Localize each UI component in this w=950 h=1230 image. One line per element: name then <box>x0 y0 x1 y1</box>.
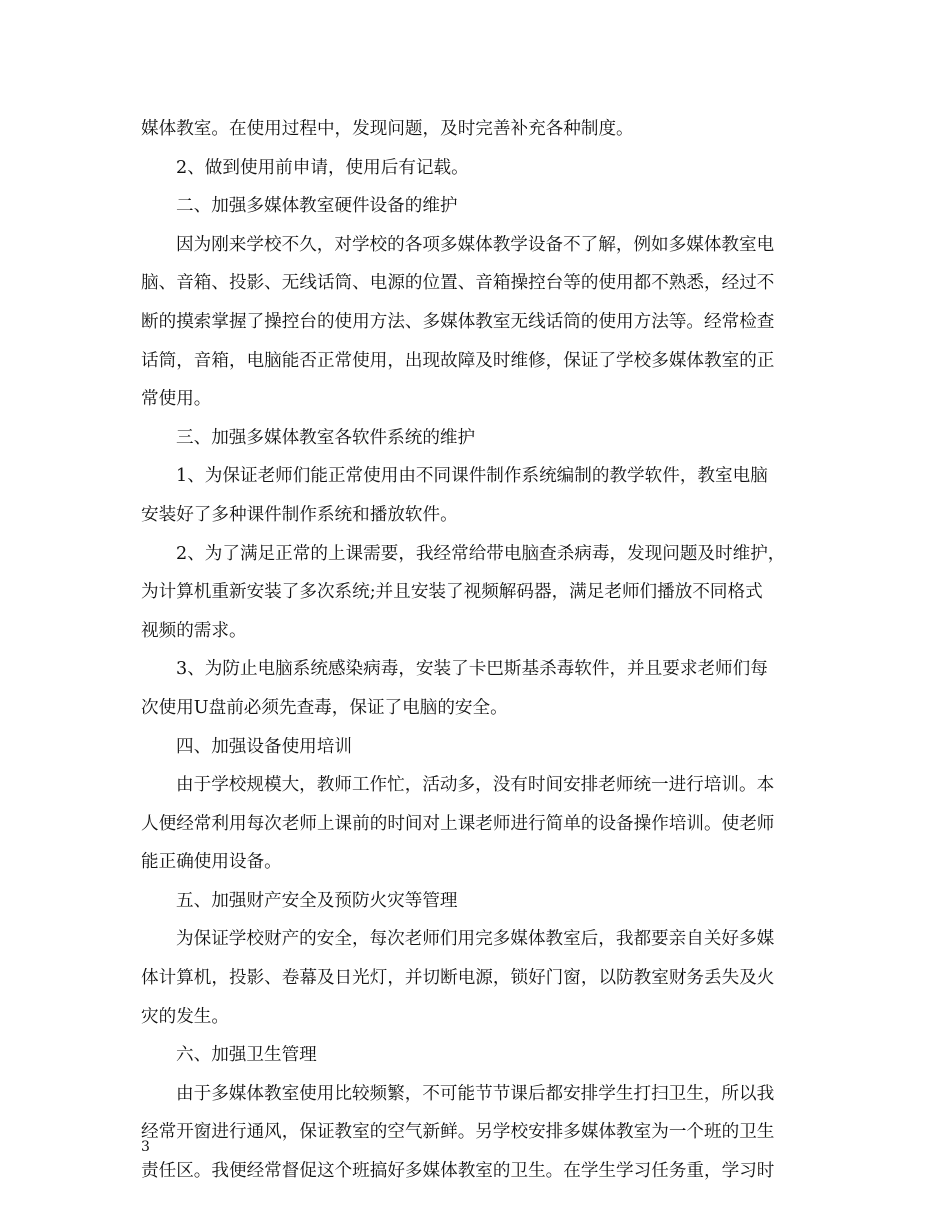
text-line: 经常开窗进行通风，保证教室的空气新鲜。另学校安排多媒体教室为一个班的卫生 <box>141 1122 775 1143</box>
text-line: 四、加强设备使用培训 <box>176 736 352 757</box>
text-line: 媒体教室。在使用过程中，发现问题，及时完善补充各种制度。 <box>141 119 634 139</box>
text-line: 人便经常利用每次老师上课前的时间对上课老师进行简单的设备操作培训。使老师 <box>141 813 775 834</box>
text-line: 因为刚来学校不久，对学校的各项多媒体教学设备不了解，例如多媒体教室电 <box>176 234 775 255</box>
text-line: 为计算机重新安装了多次系统;并且安装了视频解码器，满足老师们播放不同格式 <box>141 582 763 603</box>
text-line: 脑、音箱、投影、无线话筒、电源的位置、音箱操控台等的使用都不熟悉，经过不 <box>141 273 775 294</box>
text-line: 责任区。我便经常督促这个班搞好多媒体教室的卫生。在学生学习任务重，学习时 <box>141 1161 775 1182</box>
text-line: 2、做到使用前申请，使用后有记载。 <box>176 157 469 178</box>
text-line: 由于学校规模大，教师工作忙，活动多，没有时间安排老师统一进行培训。本 <box>176 775 775 796</box>
text-line: 能正确使用设备。 <box>141 852 282 873</box>
text-line: 三、加强多媒体教室各软件系统的维护 <box>176 427 476 448</box>
text-line: 六、加强卫生管理 <box>176 1045 317 1066</box>
text-line: 视频的需求。 <box>141 620 247 641</box>
text-line: 由于多媒体教室使用比较频繁，不可能节节课后都安排学生打扫卫生，所以我 <box>176 1083 775 1104</box>
text-line: 断的摸索掌握了操控台的使用方法、多媒体教室无线话筒的使用方法等。经常检查 <box>141 311 775 332</box>
text-line: 话筒，音箱，电脑能否正常使用，出现故障及时维修，保证了学校多媒体教室的正 <box>141 350 775 371</box>
text-line: 安装好了多种课件制作系统和播放软件。 <box>141 504 458 525</box>
text-line: 五、加强财产安全及预防火灾等管理 <box>176 890 458 911</box>
text-line: 二、加强多媒体教室硬件设备的维护 <box>176 196 458 217</box>
text-line: 常使用。 <box>141 389 212 410</box>
text-line: 1、为保证老师们能正常使用由不同课件制作系统编制的教学软件，教室电脑 <box>176 466 768 487</box>
text-line: 体计算机，投影、卷幕及日光灯，并切断电源，锁好门窗，以防教室财务丢失及火 <box>141 968 775 989</box>
text-line: 3、为防止电脑系统感染病毒，安装了卡巴斯基杀毒软件，并且要求老师们每 <box>176 659 768 680</box>
page-number: 3 <box>141 1139 150 1155</box>
text-line: 2、为了满足正常的上课需要，我经常给带电脑查杀病毒，发现问题及时维护， <box>176 543 786 564</box>
text-line: 为保证学校财产的安全，每次老师们用完多媒体教室后，我都要亲自关好多媒 <box>176 929 775 950</box>
text-line: 次使用U盘前必须先查毒，保证了电脑的安全。 <box>141 697 508 718</box>
text-line: 灾的发生。 <box>141 1006 229 1027</box>
document-body <box>141 110 811 1191</box>
